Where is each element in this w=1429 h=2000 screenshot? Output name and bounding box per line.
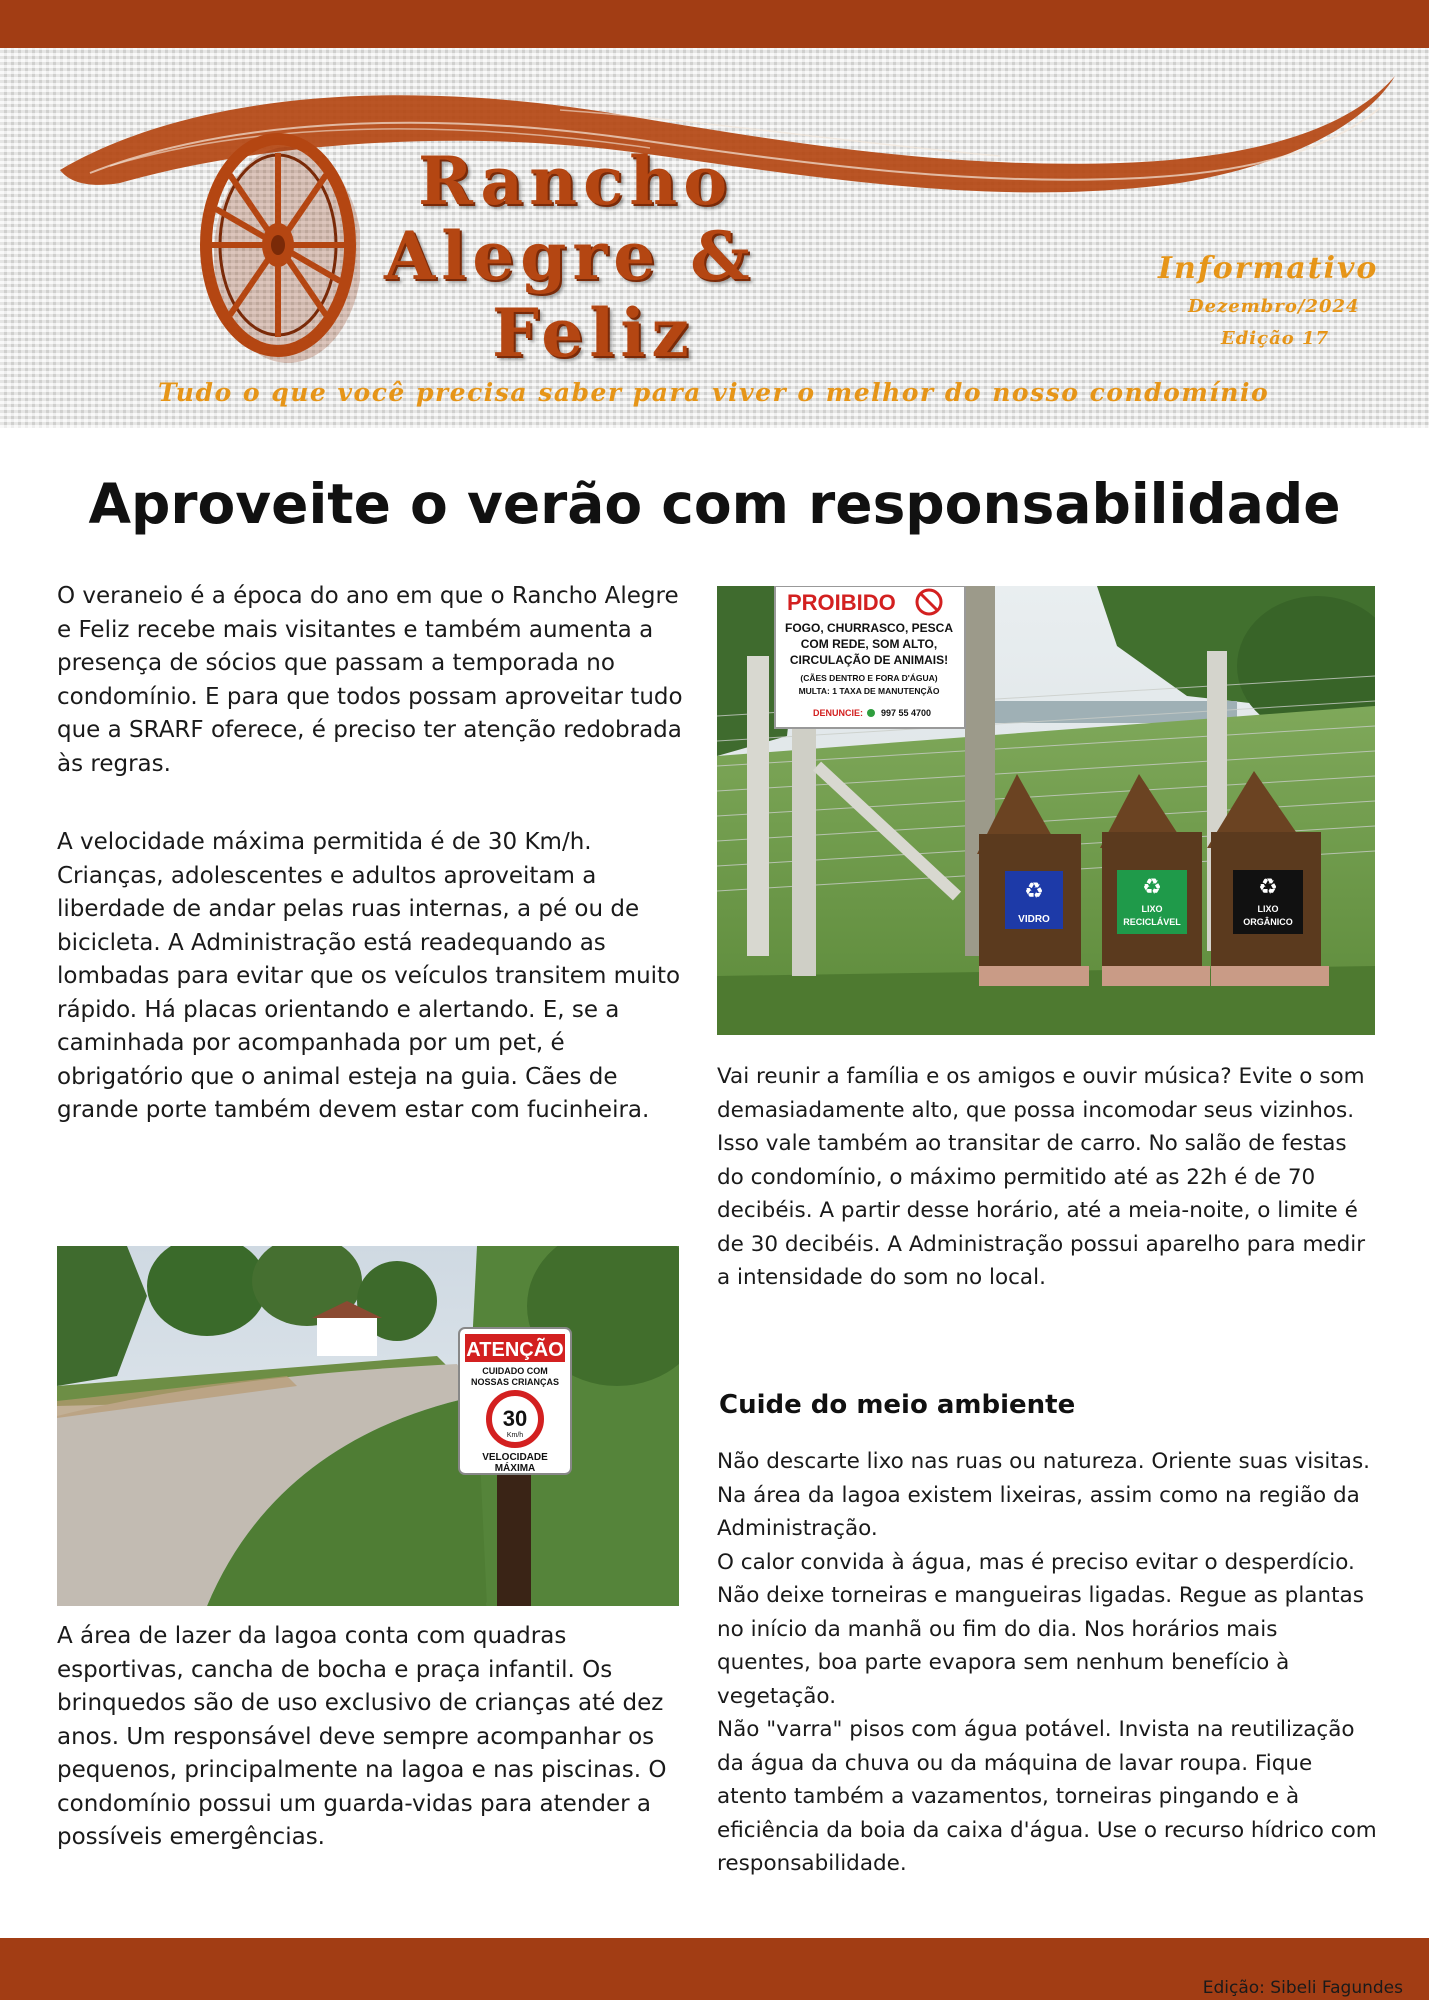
bin-label-organic-1: LIXO (1257, 904, 1279, 914)
bin-label-glass: VIDRO (1018, 914, 1050, 925)
bins-sign-line-5: MULTA: 1 TAXA DE MANUTENÇÃO (798, 686, 940, 696)
road-sign-speed: 30 (502, 1406, 528, 1431)
title-line-1: Rancho (418, 142, 734, 220)
road-sign-line-1: CUIDADO COM (482, 1366, 548, 1376)
title-line-2: Alegre & (384, 217, 756, 295)
article-headline: Aproveite o verão com responsabilidade (88, 472, 1341, 536)
paragraph-intro: O veraneio é a época do ano em que o Rancho Alegre e Feliz recebe mais visitantes e também aumenta a presença de sócios que passam a temporada no condomínio. E para que todos possam aproveitar tudo que a SRARF oferece, é preciso ter atenção redobrada às regras. (57, 583, 683, 777)
section-heading-environment: Cuide do meio ambiente (719, 1390, 1076, 1420)
bins-sign-line-2: COM REDE, SOM ALTO, (800, 637, 938, 651)
paragraph-speed: A velocidade máxima permitida é de 30 Km/h. Crianças, adolescentes e adultos aproveitam a liberdade de andar pelas ruas internas, a pé ou de bicicleta. A Administração está readequando as lombadas para evitar que os veículos transitem muito rápido. Há placas orientando e alertando. E, se a caminhada por acompanhada por um pet, é obrigatório que o animal esteja na guia. Cães de grande porte também devem estar com fucinheira. (57, 829, 681, 1123)
newsletter-label: Informativo (1158, 251, 1379, 286)
title-line-3: Feliz (492, 294, 695, 372)
bin-label-organic-2: ORGÂNICO (1243, 917, 1293, 927)
road-sign-line-4: MÁXIMA (494, 1463, 536, 1474)
paragraph-environment: Não descarte lixo nas ruas ou natureza. Oriente suas visitas. Na área da lagoa existem lixeiras, assim como na região da Administração. O calor convida à água, mas é preciso evitar o desperdício. Não deixe torneiras e mangueiras ligadas. Regue as plantas no início da manhã ou fim do dia. Nos horários mais quentes, boa parte evapora sem nenhum benefício à vegetação. Não "varra" pisos com água potável. Invista na reutilização da água da chuva ou da máquina de lavar roupa. Fique atento também a vazamentos, torneiras pingando e à eficiência da boia da caixa d'água. Use o recurso hídrico com responsabilidade. (717, 1449, 1377, 1876)
photo-speed-sign (57, 1246, 679, 1606)
road-sign-line-3: VELOCIDADE (482, 1452, 548, 1463)
bins-sign-contact-label: DENUNCIE: (813, 708, 864, 718)
photo-recycling-bins (717, 586, 1375, 1035)
whatsapp-icon (867, 709, 875, 717)
bin-label-recyclable-2: RECICLÁVEL (1123, 917, 1181, 927)
bins-sign-phone: 997 55 4700 (881, 708, 932, 718)
issue-edition: Edição 17 (1221, 328, 1330, 349)
issue-date: Dezembro/2024 (1188, 296, 1360, 317)
bins-sign-title: PROIBIDO (787, 590, 896, 615)
wagon-wheel-icon (200, 131, 360, 371)
tagline: Tudo o que você precisa saber para viver o melhor do nosso condomínio (158, 378, 1270, 407)
bin-label-recyclable-1: LIXO (1141, 904, 1163, 914)
bins-sign-line-4: (CÃES DENTRO E FORA D'ÁGUA) (800, 673, 938, 683)
paragraph-leisure: A área de lazer da lagoa conta com quadras esportivas, cancha de bocha e praça infantil. Os brinquedos são de uso exclusivo de crianças até dez anos. Um responsável deve sempre acompanhar os pequenos, principalmente na lagoa e nas piscinas. O condomínio possui um guarda-vidas para atender a possíveis emergências. (57, 1623, 667, 1850)
bins-sign-line-3: CIRCULAÇÃO DE ANIMAIS! (789, 653, 949, 667)
recycle-icon: ♻ (1142, 875, 1162, 900)
top-bar (0, 0, 1429, 48)
recycle-icon: ♻ (1024, 879, 1044, 904)
road-sign-title: ATENÇÃO (466, 1339, 564, 1361)
editor-credit: Edição: Sibeli Fagundes (1202, 1978, 1403, 1998)
paragraph-noise: Vai reunir a família e os amigos e ouvir música? Evite o som demasiadamente alto, que possa incomodar seus vizinhos. Isso vale também ao transitar de carro. No salão de festas do condomínio, o máximo permitido até as 22h é de 70 decibéis. A partir desse horário, até a meia-noite, o limite é de 30 decibéis. A Administração possui aparelho para medir a intensidade do som no local. (717, 1064, 1366, 1290)
recycle-icon: ♻ (1258, 875, 1278, 900)
masthead (0, 48, 1429, 428)
road-sign-line-2: NOSSAS CRIANÇAS (470, 1377, 560, 1387)
road-sign-speed-unit: Km/h (506, 1432, 524, 1439)
bins-sign-line-1: FOGO, CHURRASCO, PESCA (784, 621, 954, 635)
